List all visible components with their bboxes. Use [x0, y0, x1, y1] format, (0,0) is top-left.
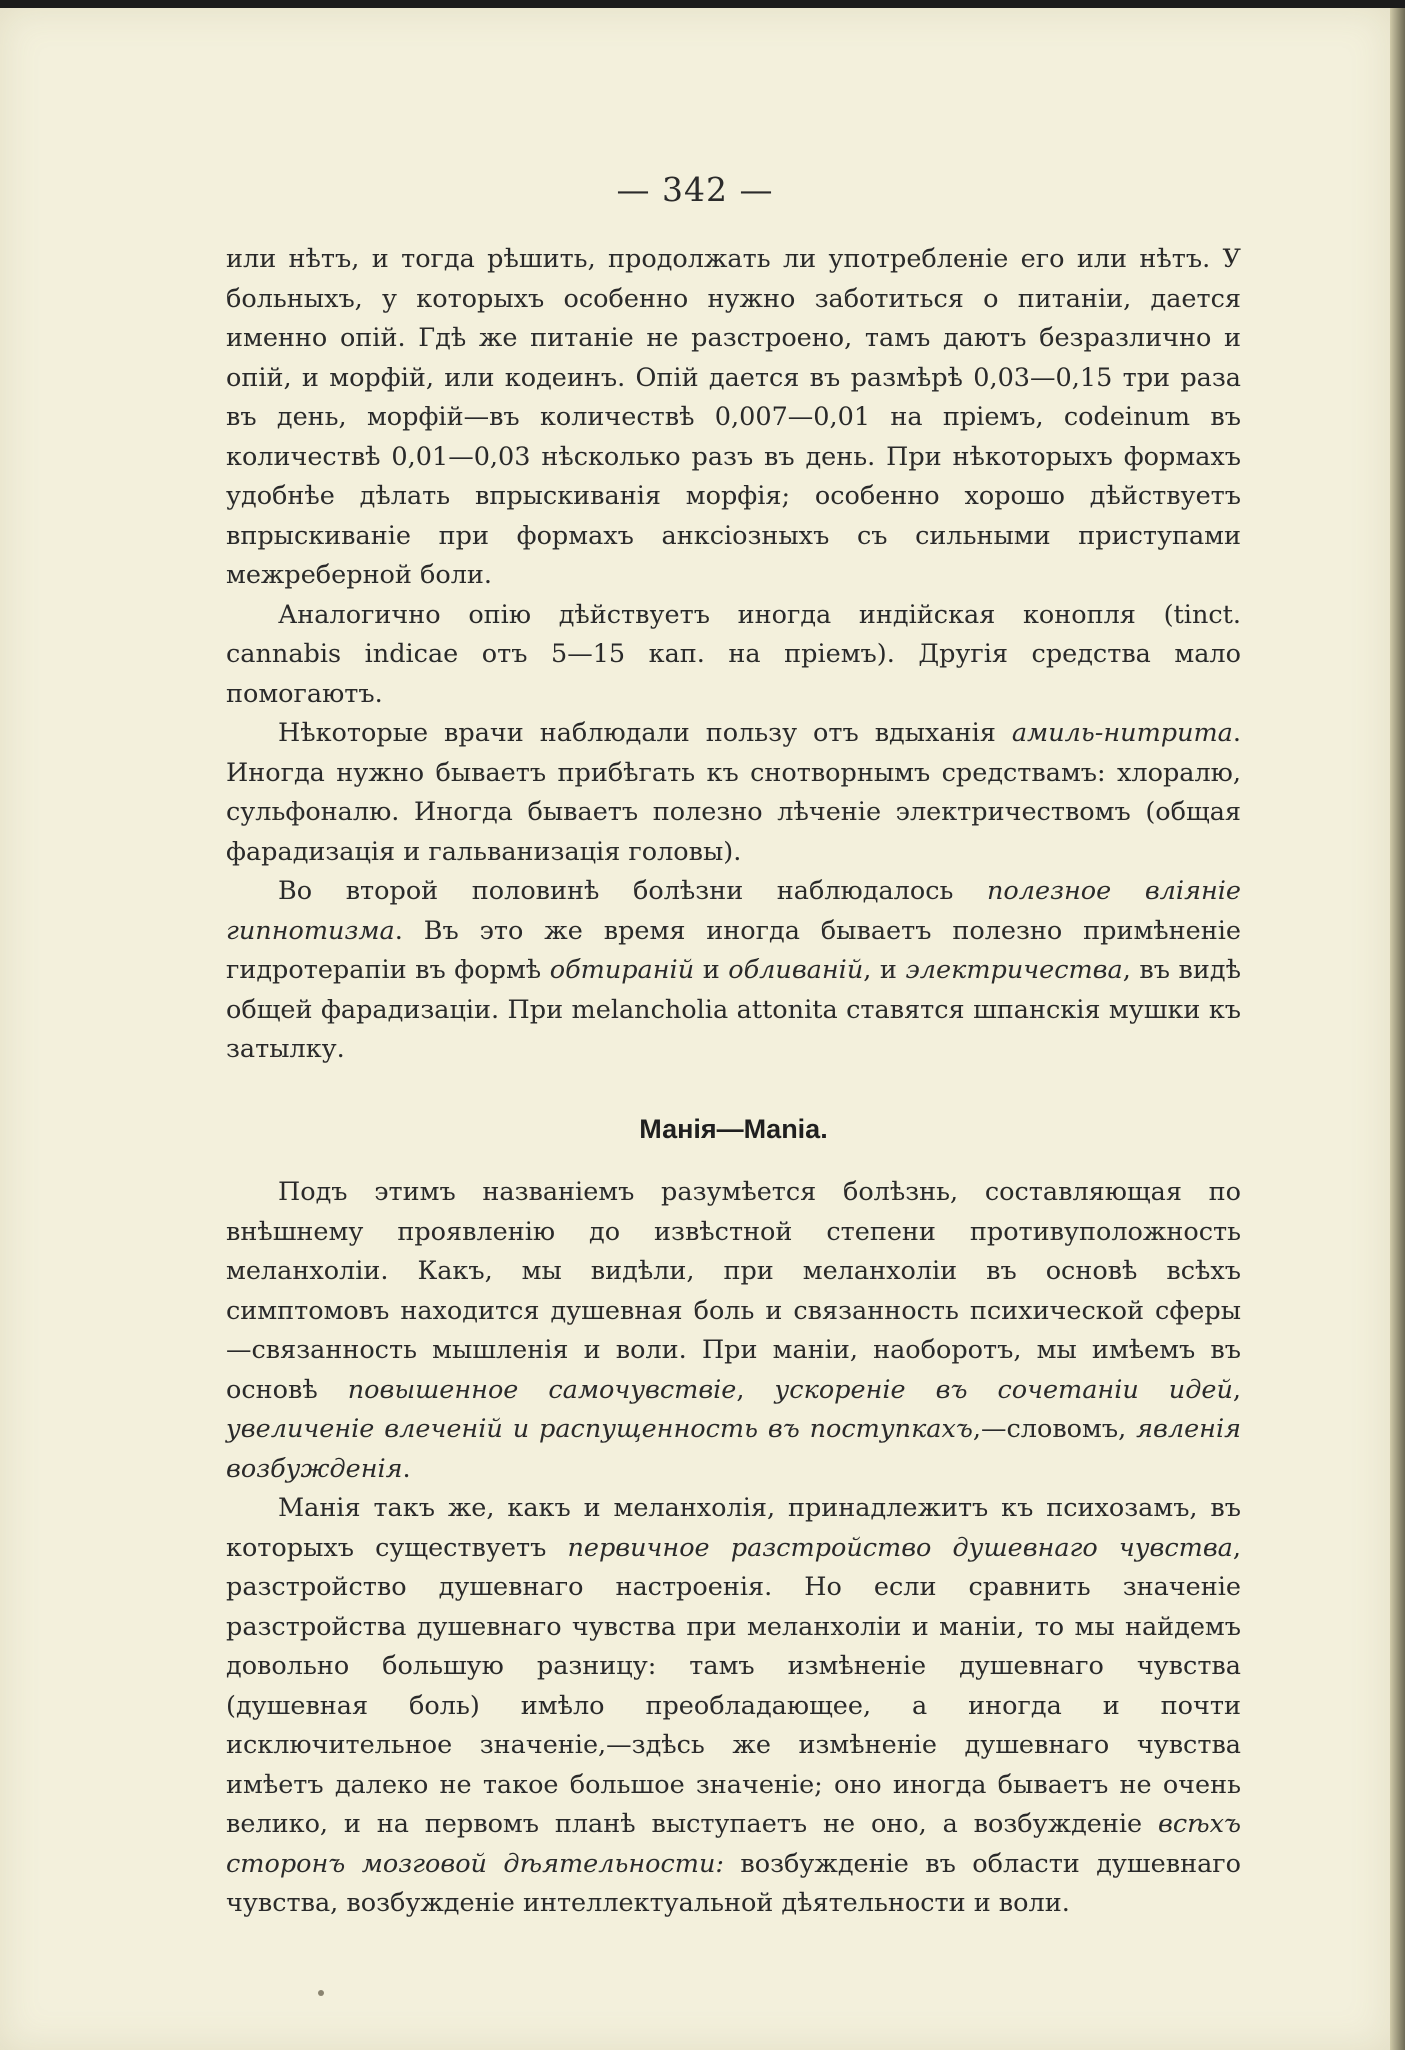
emphasized-text: амиль-нитрита	[1011, 718, 1233, 748]
paragraph	[226, 1173, 1241, 1489]
emphasized-text: всѣхъ сторонъ мозговой дѣятельности:	[226, 1809, 1241, 1879]
text-run: Во второй половинѣ болѣзни наблюдалось	[278, 876, 987, 906]
paragraph	[226, 596, 1241, 715]
text-run: ,	[736, 1374, 775, 1405]
emphasized-text: ускореніе въ сочетаніи идей	[774, 1374, 1233, 1405]
page-edge	[1390, 8, 1405, 2050]
text-run: или нѣтъ, и тогда рѣшить, продолжать ли употребленіе его или нѣтъ. У больныхъ, у которыхъ особенно нужно заботиться о питаніи, дается именно опій. Гдѣ же питаніе не разстроено, тамъ даютъ безразлично и опій, и морфій, или кодеинъ. Опій дается въ размѣрѣ 0,03—0,15 три раза въ день, морфій—въ количествѣ 0,007—0,01 на пріемъ, codeinum въ количествѣ 0,01—0,03 нѣсколько разъ въ день. При нѣкоторыхъ формахъ удобнѣе дѣлать впрыскиванія морфія; особенно хорошо дѣйствуетъ впрыскиваніе при формахъ анксіозныхъ съ сильными приступами межреберной боли.	[226, 244, 1241, 590]
emphasized-text: увеличеніе влеченій и распущенность въ поступкахъ	[226, 1414, 973, 1444]
text-run: Манія такъ же, какъ и меланхолія, принадлежитъ къ психозамъ, въ которыхъ существуетъ	[226, 1493, 1241, 1563]
emphasized-text: явленія возбужденія	[226, 1414, 1242, 1484]
text-run: Подъ этимъ названіемъ разумѣется болѣзнь, составляющая по внѣшнему проявленію до извѣстной степени противуположность меланхоліи. Какъ, мы видѣли, при меланхоліи въ основѣ всѣхъ симптомовъ находится душевная боль и связанность психической сферы—связанность мышленія и воли. При маніи, наоборотъ, мы имѣемъ въ основѣ	[226, 1177, 1241, 1405]
section-melancholia-treatment	[226, 240, 1241, 1070]
paragraph	[226, 1489, 1241, 1924]
emphasized-text: электричества	[905, 955, 1123, 985]
emphasized-text: первичное разстройство душевнаго чувства	[567, 1532, 1233, 1563]
paper-speck	[318, 1990, 324, 1996]
text-run: ,	[1232, 1374, 1241, 1405]
text-run: возбужденіе въ области душевнаго чувства, возбужденіе интеллектуальной дѣятельности и воли.	[226, 1848, 1241, 1918]
text-run: , и	[863, 955, 906, 985]
text-run: , разстройство душевнаго настроенія. Но если сравнить значеніе разстройства душевнаго чувства при меланхоліи и маніи, то мы найдемъ довольно большую разницу: тамъ измѣненіе душевнаго чувства (душевная боль) имѣло преобладающее, а иногда и почти исключительное значеніе,—здѣсь же измѣненіе душевнаго чувства имѣетъ далеко не такое большое значеніе; оно иногда бываетъ не очень велико, и на первомъ планѣ выступаетъ не оно, а возбужденіе	[226, 1532, 1241, 1839]
text-run: ,—словомъ,	[972, 1414, 1137, 1444]
paragraph	[226, 240, 1241, 596]
text-run: , въ видѣ общей фарадизаціи. При melancholia attonita ставятся шпанскія мушки къ затылку.	[226, 955, 1241, 1064]
emphasized-text: полезное вліяніе гипнотизма	[226, 876, 1241, 946]
text-run: .	[402, 1453, 411, 1484]
section-heading: Манія—Mania.	[639, 1113, 828, 1144]
text-run: . Въ это же время иногда бываетъ полезно примѣненіе гидротерапіи въ формѣ	[226, 915, 1241, 985]
text-run: Нѣкоторые врачи наблюдали пользу отъ вдыханія	[278, 718, 1012, 748]
text-run: Аналогично опію дѣйствуетъ иногда индійская конопля (tinct. cannabis indicae отъ 5—15 кап. на пріемъ). Другія средства мало помогаютъ.	[226, 599, 1241, 709]
paragraph	[226, 872, 1241, 1070]
page-body	[226, 240, 1241, 1924]
section-mania	[226, 1173, 1241, 1924]
paragraph	[226, 714, 1241, 872]
page-number: — 342 —	[616, 170, 774, 209]
emphasized-text: обливаній	[728, 955, 864, 985]
text-run: . Иногда нужно бываетъ прибѣгать къ снотворнымъ средствамъ: хлоралю, сульфоналю. Иногда бываетъ полезно лѣченіе электричествомъ (общая фарадизація и гальванизація головы).	[226, 718, 1241, 867]
emphasized-text: повышенное самочувствіе	[347, 1374, 737, 1405]
emphasized-text: обтираній	[549, 955, 695, 985]
text-run: и	[694, 955, 729, 985]
